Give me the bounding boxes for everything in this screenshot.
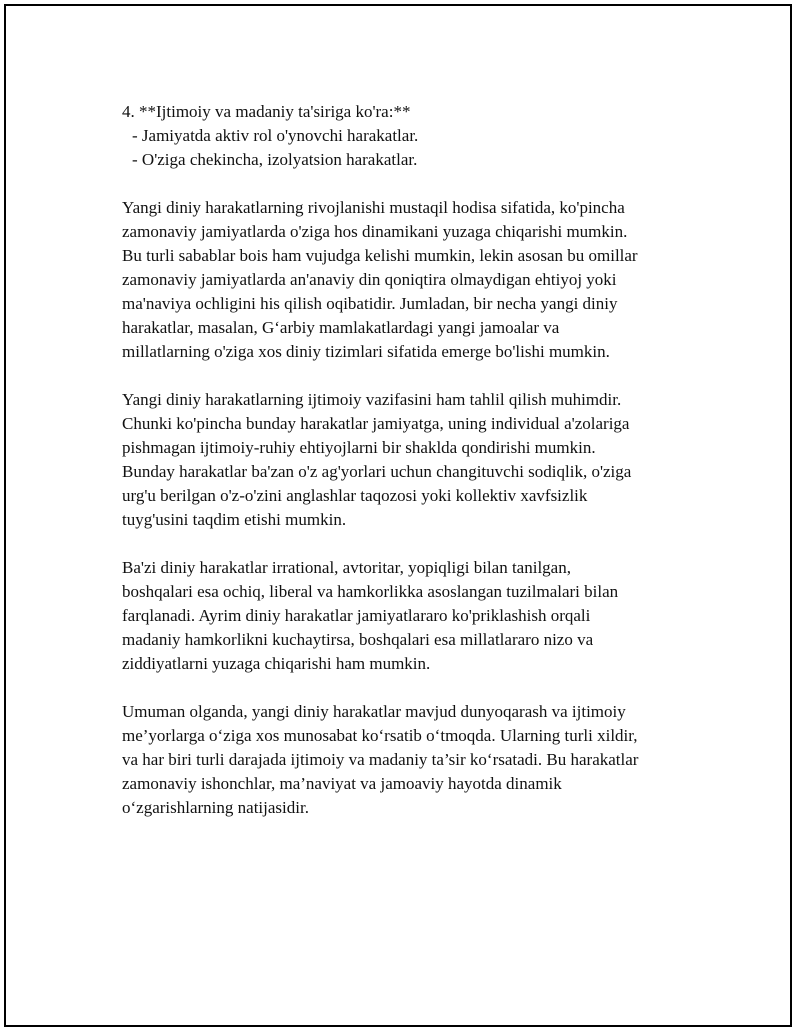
- text-line: millatlarning o'ziga xos diniy tizimlari sifatida emerge bo'lishi mumkin.: [122, 342, 610, 361]
- text-line: boshqalari esa ochiq, liberal va hamkorlikka asoslangan tuzilmalari bilan: [122, 582, 619, 601]
- text-line: madaniy hamkorlikni kuchaytirsa, boshqalari esa millatlararo nizo va: [122, 630, 594, 649]
- text-line: o‘zgarishlarning natijasidir.: [122, 798, 309, 817]
- text-line: ma'naviya ochligini his qilish oqibatidir. Jumladan, bir necha yangi diniy: [122, 294, 618, 313]
- text-line: tuyg'usini taqdim etishi mumkin.: [122, 510, 347, 529]
- text-line: harakatlar, masalan, G‘arbiy mamlakatlardagi yangi jamoalar va: [122, 318, 560, 337]
- text-line: ziddiyatlarni yuzaga chiqarishi ham mumkin.: [122, 654, 431, 673]
- text-line: zamonaviy ishonchlar, ma’naviyat va jamoaviy hayotda dinamik: [122, 774, 562, 793]
- list-heading: 4. **Ijtimoiy va madaniy ta'siriga ko'ra:**: [122, 102, 411, 121]
- text-line: Yangi diniy harakatlarning rivojlanishi mustaqil hodisa sifatida, ko'pincha: [122, 198, 625, 217]
- text-line: pishmagan ijtimoiy-ruhiy ehtiyojlarni bir shaklda qondirishi mumkin.: [122, 438, 596, 457]
- paragraph-2: [122, 388, 712, 532]
- text-line: me’yorlarga o‘ziga xos munosabat ko‘rsatib o‘tmoqda. Ularning turli xildir,: [122, 726, 638, 745]
- text-line: zamonaviy jamiyatlarda o'ziga hos dinamikani yuzaga chiqarishi mumkin.: [122, 222, 628, 241]
- text-line: Chunki ko'pincha bunday harakatlar jamiyatga, uning individual a'zolariga: [122, 414, 630, 433]
- text-line: Umuman olganda, yangi diniy harakatlar mavjud dunyoqarash va ijtimoiy: [122, 702, 626, 721]
- text-line: urg'u berilgan o'z-o'zini anglashlar taqozosi yoki kollektiv xavfsizlik: [122, 486, 588, 505]
- text-line: va har biri turli darajada ijtimoiy va madaniy ta’sir ko‘rsatadi. Bu harakatlar: [122, 750, 639, 769]
- text-line: Yangi diniy harakatlarning ijtimoiy vazifasini ham tahlil qilish muhimdir.: [122, 390, 622, 409]
- text-line: zamonaviy jamiyatlarda an'anaviy din qoniqtira olmaydigan ehtiyoj yoki: [122, 270, 617, 289]
- paragraph-1: [122, 196, 712, 364]
- text-line: Ba'zi diniy harakatlar irrational, avtoritar, yopiqligi bilan tanilgan,: [122, 558, 571, 577]
- paragraph-3: [122, 556, 712, 676]
- paragraph-4: [122, 700, 712, 820]
- page-frame: [4, 4, 792, 1027]
- text-line: Bu turli sabablar bois ham vujudga kelishi mumkin, lekin asosan bu omillar: [122, 246, 638, 265]
- list-item-section: [122, 100, 712, 172]
- document-body: [122, 100, 712, 820]
- text-line: Bunday harakatlar ba'zan o'z ag'yorlari uchun changituvchi sodiqlik, o'ziga: [122, 462, 632, 481]
- list-bullet: - Jamiyatda aktiv rol o'ynovchi harakatlar.: [132, 126, 419, 145]
- text-line: farqlanadi. Ayrim diniy harakatlar jamiyatlararo ko'priklashish orqali: [122, 606, 591, 625]
- list-bullet: - O'ziga chekincha, izolyatsion harakatlar.: [132, 150, 418, 169]
